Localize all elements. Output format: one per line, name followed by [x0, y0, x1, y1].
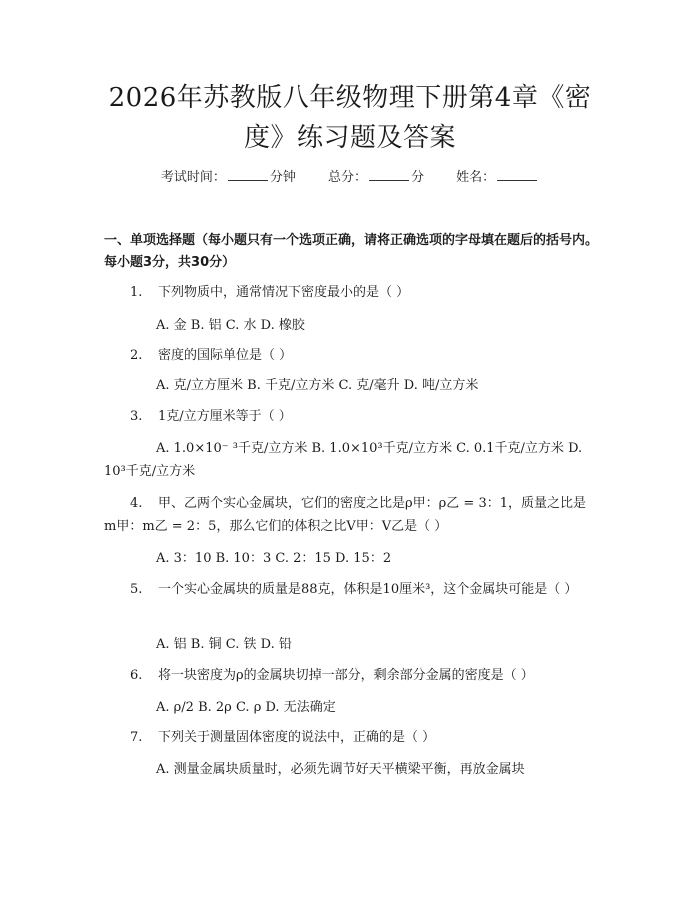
question-stem — [104, 281, 598, 304]
document-title: 2026年苏教版八年级物理下册第4章《密度》练习题及答案 — [108, 83, 592, 153]
question-4 — [104, 492, 598, 538]
total-score-label: 总分： — [327, 170, 367, 185]
question-stem — [104, 664, 598, 687]
question-stem — [104, 405, 598, 428]
question-number: 2. — [130, 348, 143, 363]
exam-info-line — [0, 168, 700, 187]
question-options: A. ρ/2 B. 2ρ C. ρ D. 无法确定 — [156, 700, 336, 715]
question-2-options — [104, 374, 598, 397]
student-name-blank — [497, 168, 537, 181]
question-text: 密度的国际单位是（ ） — [158, 348, 293, 363]
question-text: 1克/立方厘米等于（ ） — [158, 409, 292, 424]
question-text: 一个实心金属块的质量是88克，体积是10厘米³，这个金属块可能是（ ） — [158, 582, 578, 597]
question-5 — [104, 578, 598, 601]
question-options: A. 金 B. 铝 C. 水 D. 橡胶 — [156, 318, 305, 333]
question-options: A. 铝 B. 铜 C. 铁 D. 铅 — [156, 637, 292, 652]
exam-time-blank — [228, 168, 268, 181]
question-options: A. 1.0×10⁻ ³千克/立方米 B. 1.0×10³千克/立方米 C. 0.1千克/立方米 D. 10³千克/立方米 — [104, 441, 583, 479]
question-stem — [104, 578, 598, 601]
total-score-field — [328, 168, 424, 187]
question-text: 甲、乙两个实心金属块，它们的密度之比是ρ甲：ρ乙 = 3：1，质量之比是m甲：m乙 = 2：5，那么它们的体积之比V甲：V乙是（ ） — [104, 496, 586, 534]
exam-time-label: 考试时间： — [160, 170, 226, 185]
exam-time-field — [161, 168, 296, 187]
question-number: 5. — [130, 582, 143, 597]
question-stem — [104, 344, 598, 367]
question-3-options — [104, 437, 598, 483]
question-options: A. 3：10 B. 10：3 C. 2：15 D. 15：2 — [156, 551, 392, 566]
question-stem — [104, 726, 598, 749]
question-text: 将一块密度为ρ的金属块切掉一部分，剩余部分金属的密度是（ ） — [158, 668, 534, 683]
question-1 — [104, 281, 598, 304]
question-options: A. 克/立方厘米 B. 千克/立方米 C. 克/毫升 D. 吨/立方米 — [156, 378, 479, 393]
question-7 — [104, 726, 598, 749]
section-heading: 一、单项选择题（每小题只有一个选项正确，请将正确选项的字母填在题后的括号内。每小题3分，共30分） — [104, 233, 599, 270]
question-7-options — [104, 758, 598, 781]
student-name-label: 姓名： — [456, 170, 496, 185]
question-number: 6. — [130, 668, 143, 683]
question-5-options — [104, 633, 598, 656]
student-name-field — [456, 168, 539, 187]
exam-time-unit: 分钟 — [269, 170, 296, 185]
question-number: 4. — [130, 496, 143, 511]
question-options: A. 测量金属块质量时，必须先调节好天平横梁平衡，再放金属块 — [156, 762, 525, 777]
question-6-options — [104, 696, 598, 719]
question-6 — [104, 664, 598, 687]
question-text: 下列物质中，通常情况下密度最小的是（ ） — [158, 285, 410, 300]
question-stem — [104, 492, 598, 538]
question-3 — [104, 405, 598, 428]
total-score-blank — [369, 168, 409, 181]
total-score-unit: 分 — [411, 170, 425, 185]
question-number: 7. — [130, 730, 143, 745]
question-number: 1. — [130, 285, 143, 300]
question-text: 下列关于测量固体密度的说法中，正确的是（ ） — [158, 730, 436, 745]
question-1-options — [104, 314, 598, 337]
question-2 — [104, 344, 598, 367]
question-number: 3. — [130, 409, 143, 424]
question-4-options — [104, 547, 598, 570]
